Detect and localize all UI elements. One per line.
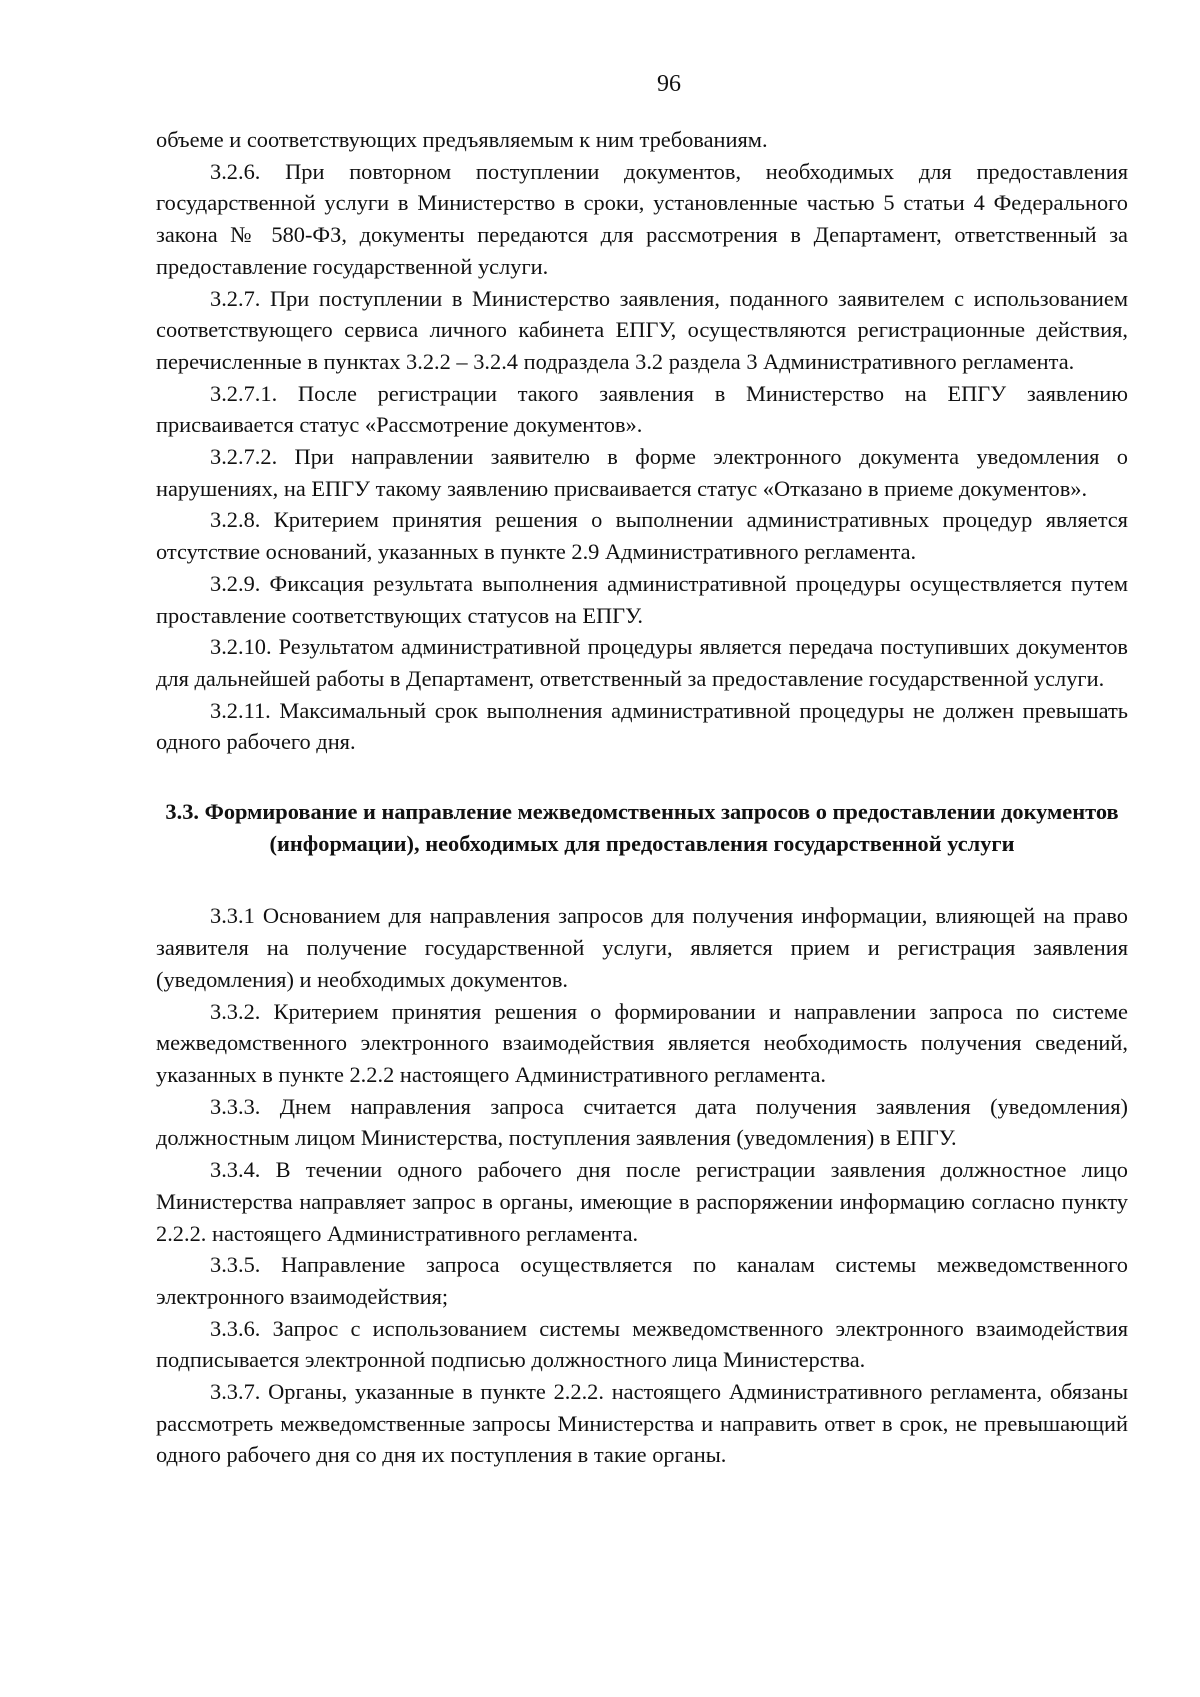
paragraph-continuation: объеме и соответствующих предъявляемым к ним требованиям. — [156, 127, 768, 152]
paragraph-3-2-9: 3.2.9. Фиксация результата выполнения административной процедуры осуществляется путем проставление соответствующих статусов на ЕПГУ. — [156, 570, 1128, 628]
paragraph-3-3-3: 3.3.3. Днем направления запроса считается дата получения заявления (уведомления) должностным лицом Министерства, поступления заявления (уведомления) в ЕПГУ. — [156, 1093, 1128, 1151]
paragraph-3-2-7: 3.2.7. При поступлении в Министерство заявления, поданного заявителем с использованием соответствующего сервиса личного кабинета ЕПГУ, осуществляются регистрационные действия, перечисленные в пунктах 3.2.2 – 3.2.4 подраздела 3.2 раздела 3 Административного регламента. — [156, 285, 1128, 374]
document-page — [156, 70, 1128, 1471]
page-number: 96 — [657, 71, 681, 97]
paragraph-3-3-6: 3.3.6. Запрос с использованием системы межведомственного электронного взаимодействия подписывается электронной подписью должностного лица Министерства. — [156, 1315, 1128, 1373]
paragraph-3-3-4: 3.3.4. В течении одного рабочего дня после регистрации заявления должностное лицо Министерства направляет запрос в органы, имеющие в распоряжении информацию согласно пункту 2.2.2. настоящего Административного регламента. — [156, 1157, 1128, 1246]
paragraph-3-2-7-2: 3.2.7.2. При направлении заявителю в форме электронного документа уведомления о нарушениях, на ЕПГУ такому заявлению присваивается статус «Отказано в приеме документов». — [156, 444, 1128, 501]
paragraph-3-2-7-1: 3.2.7.1. После регистрации такого заявления в Министерство на ЕПГУ заявлению присваивается статус «Рассмотрение документов». — [156, 380, 1128, 438]
paragraph-3-3-2: 3.3.2. Критерием принятия решения о формировании и направлении запроса по системе межведомственного электронного взаимодействия является необходимость получения сведений, указанных в пункте 2.2.2 настоящего Административного регламента. — [156, 998, 1128, 1087]
paragraph-3-2-11: 3.2.11. Максимальный срок выполнения административной процедуры не должен превышать одного рабочего дня. — [156, 697, 1128, 755]
paragraph-3-3-5: 3.3.5. Направление запроса осуществляется по каналам системы межведомственного электронного взаимодействия; — [156, 1252, 1128, 1309]
paragraph-3-2-8: 3.2.8. Критерием принятия решения о выполнении административных процедур является отсутствие оснований, указанных в пункте 2.9 Административного регламента. — [156, 507, 1128, 565]
paragraph-3-3-1: 3.3.1 Основанием для направления запросов для получения информации, влияющей на право заявителя на получение государственной услуги, является прием и регистрация заявления (уведомления) и необходимых документов. — [156, 903, 1128, 992]
paragraph-3-3-7: 3.3.7. Органы, указанные в пункте 2.2.2. настоящего Административного регламента, обязаны рассмотреть межведомственные запросы Министерства и направить ответ в срок, не превышающий одного рабочего дня со дня их поступления в такие органы. — [156, 1379, 1128, 1468]
paragraph-3-2-6: 3.2.6. При повторном поступлении документов, необходимых для предоставления государственной услуги в Министерство в сроки, установленные частью 5 статьи 4 Федерального закона № 580-ФЗ, документы передаются для рассмотрения в Департамент, ответственный за предоставление государственной услуги. — [156, 158, 1128, 279]
paragraph-3-2-10: 3.2.10. Результатом административной процедуры является передача поступивших документов для дальнейшей работы в Департамент, ответственный за предоставление государственной услуги. — [156, 634, 1128, 691]
section-heading-3-3: 3.3. Формирование и направление межведомственных запросов о предоставлении документов (информации), необходимых для предоставления государственной услуги — [165, 799, 1119, 856]
